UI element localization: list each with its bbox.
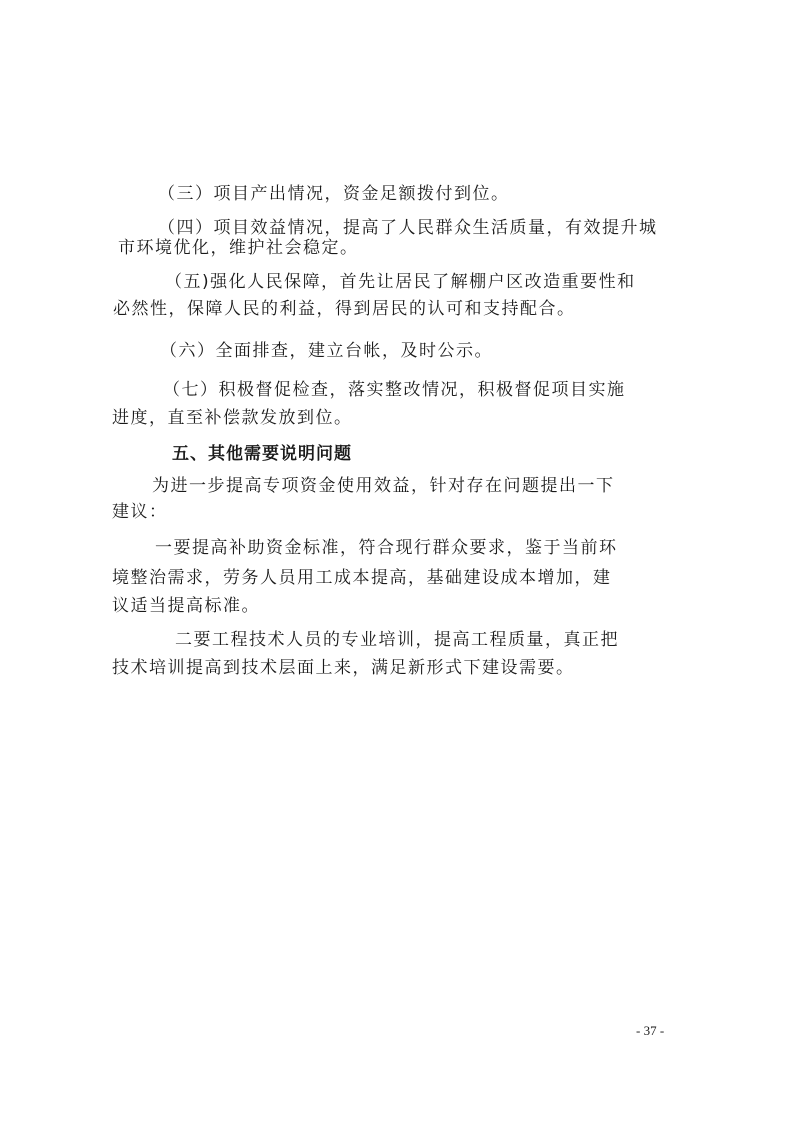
paragraph-line: （五)强化人民保障，首先让居民了解棚户区改造重要性和 (165, 272, 636, 292)
paragraph-line: 境整治需求，劳务人员用工成本提高，基础建设成本增加，建 (112, 568, 612, 588)
paragraph-line: （七）积极督促检查，落实整改情况，积极督促项目实施 (163, 380, 626, 400)
paragraph-line: 议适当提高标准。 (112, 596, 260, 616)
paragraph-line: 建议： (112, 502, 168, 522)
paragraph-line: （四）项目效益情况，提高了人民群众生活质量，有效提升城 (158, 218, 658, 238)
paragraph-line: 为进一步提高专项资金使用效益，针对存在问题提出一下 (152, 476, 615, 496)
paragraph-line: （三）项目产出情况，资金足额拨付到位。 (158, 184, 510, 204)
paragraph-line: 一要提高补助资金标准，符合现行群众要求，鉴于当前环 (155, 538, 618, 558)
paragraph-line: 二要工程技术人员的专业培训，提高工程质量，真正把 (175, 630, 619, 650)
paragraph-line: （六）全面排查，建立台帐，及时公示。 (160, 341, 493, 361)
page-number: - 37 - (636, 1023, 665, 1038)
paragraph-line: 必然性，保障人民的利益，得到居民的认可和支持配合。 (113, 299, 576, 319)
paragraph-line: 进度，直至补偿款发放到位。 (112, 408, 353, 428)
section-heading: 五、其他需要说明问题 (172, 444, 352, 464)
paragraph-line: 市环境优化，维护社会稳定。 (118, 238, 359, 258)
paragraph-line: 技术培训提高到技术层面上来，满足新形式下建设需要。 (112, 658, 575, 678)
